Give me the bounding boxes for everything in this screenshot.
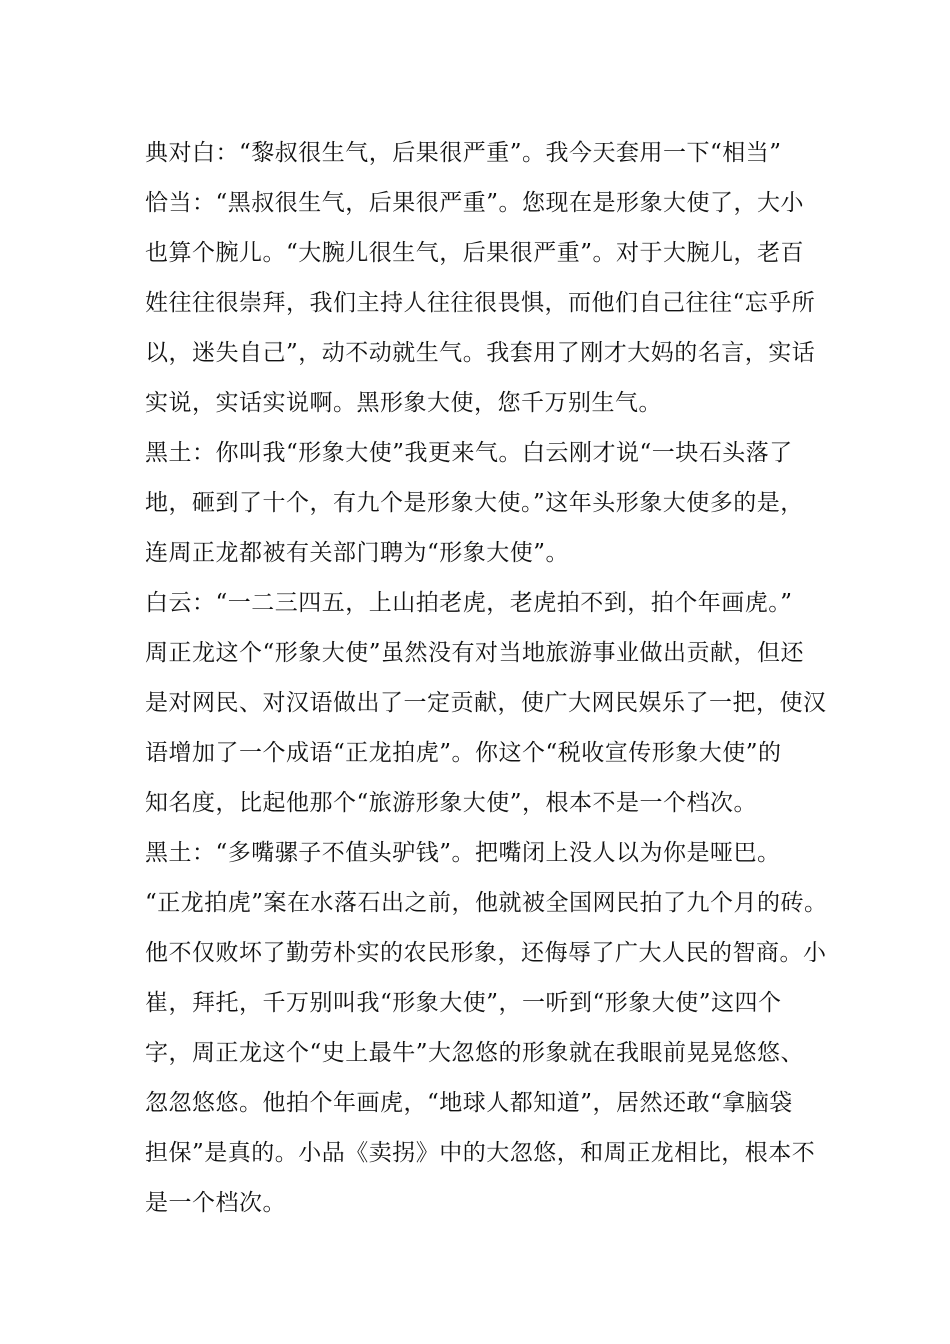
text-line: 是一个档次。 xyxy=(145,1190,286,1216)
text-line: 黑土：“多嘴骡子不值头驴钱”。把嘴闭上没人以为你是哑巴。 xyxy=(145,840,781,866)
text-line: 典对白：“黎叔很生气，后果很严重”。我今天套用一下“相当” xyxy=(145,140,782,166)
text-line: 字，周正龙这个“史上最牛”大忽悠的形象就在我眼前晃晃悠悠、 xyxy=(145,1040,805,1066)
text-line: 是对网民、对汉语做出了一定贡献，使广大网民娱乐了一把，使汉 xyxy=(145,690,827,716)
text-line: 姓往往很崇拜，我们主持人往往很畏惧，而他们自己往往“忘乎所 xyxy=(145,290,816,316)
text-line: 知名度，比起他那个“旅游形象大使”，根本不是一个档次。 xyxy=(145,790,758,816)
text-line: 以，迷失自己”，动不动就生气。我套用了刚才大妈的名言，实话 xyxy=(145,340,816,366)
text-line: 他不仅败坏了勤劳朴实的农民形象，还侮辱了广大人民的智商。小 xyxy=(145,940,827,966)
text-line: 黑土：你叫我“形象大使”我更来气。白云刚才说“一块石头落了 xyxy=(145,440,793,466)
document-body xyxy=(145,128,828,1228)
text-line: 忽忽悠悠。他拍个年画虎，“地球人都知道”，居然还敢“拿脑袋 xyxy=(145,1090,793,1116)
text-line: 也算个腕儿。“大腕儿很生气，后果很严重”。对于大腕儿，老百 xyxy=(145,240,805,266)
text-line: “正龙拍虎”案在水落石出之前，他就被全国网民拍了九个月的砖。 xyxy=(145,890,828,916)
text-line: 地，砸到了十个，有九个是形象大使。”这年头形象大使多的是， xyxy=(145,490,804,516)
text-line: 白云：“一二三四五，上山拍老虎，老虎拍不到，拍个年画虎。” xyxy=(145,590,793,616)
text-line: 周正龙这个“形象大使”虽然没有对当地旅游事业做出贡献，但还 xyxy=(145,640,805,666)
text-line: 实说，实话实说啊。黑形象大使，您千万别生气。 xyxy=(145,390,662,416)
text-line: 崔，拜托，千万别叫我“形象大使”，一听到“形象大使”这四个 xyxy=(145,990,782,1016)
text-line: 语增加了一个成语“正龙拍虎”。你这个“税收宣传形象大使”的 xyxy=(145,740,782,766)
text-line: 连周正龙都被有关部门聘为“形象大使”。 xyxy=(145,540,570,566)
text-line: 担保”是真的。小品《卖拐》中的大忽悠，和周正龙相比，根本不 xyxy=(145,1140,816,1166)
text-line: 恰当：“黑叔很生气，后果很严重”。您现在是形象大使了，大小 xyxy=(145,190,805,216)
